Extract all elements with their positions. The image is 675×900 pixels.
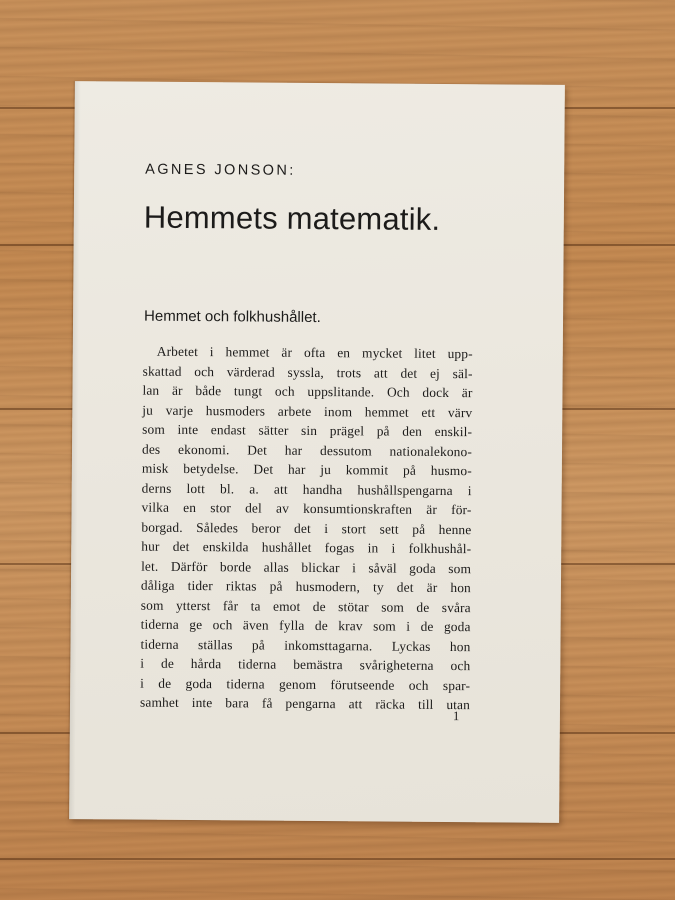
text-line: derns lott bl. a. att handha hushållspengarna i	[141, 480, 472, 498]
text-line: i de hårda tiderna bemästra svårigheterna och	[140, 655, 471, 674]
text-line: tiderna ge och även fylla de krav som i de goda	[140, 616, 471, 635]
body-text	[140, 342, 473, 715]
text-line: hur det enskilda hushållet fogas in i folkhushål-	[141, 538, 472, 557]
text-line: vilka en stor del av konsumtionskraften är för-	[141, 499, 472, 518]
booklet-spine-shadow	[69, 81, 81, 819]
text-line: lan är både tungt och uppslitande. Och dock är	[142, 382, 473, 401]
text-line: let. Därför borde allas blickar i såväl goda som	[141, 558, 472, 576]
text-line: Arbetet i hemmet är ofta en mycket litet upp-	[156, 343, 473, 362]
text-line: ju varje husmoders arbete inom hemmet ett värv	[142, 402, 473, 420]
text-line: des ekonomi. Det har dessutom nationalekono-	[141, 441, 473, 459]
table-board-seam	[0, 858, 675, 860]
text-line: som inte endast sätter sin prägel på den enskil-	[142, 421, 473, 440]
text-line: samhet inte bara få pengarna att räcka till utan	[139, 694, 471, 713]
text-line: tiderna ställas på inkomsttagarna. Lyckas hon	[140, 636, 471, 654]
page-number: 1	[452, 708, 460, 724]
booklet-page	[69, 81, 565, 823]
text-line: skattad och värderad syssla, trots att det ej säl-	[142, 363, 473, 381]
text-line: borgad. Således beror det i stort sett på henne	[141, 519, 472, 537]
author-name: AGNES JONSON:	[145, 161, 296, 179]
text-line: misk betydelse. Det har ju kommit på husmo-	[141, 460, 472, 479]
text-line: dåliga tider riktas på husmodern, ty det är hon	[140, 577, 471, 596]
booklet-title: Hemmets matematik.	[143, 199, 441, 237]
text-line: i de goda tiderna genom förutseende och spar-	[140, 675, 471, 693]
section-heading: Hemmet och folkhushållet.	[143, 307, 321, 327]
text-line: som ytterst får ta emot de stötar som de svåra	[140, 597, 471, 615]
